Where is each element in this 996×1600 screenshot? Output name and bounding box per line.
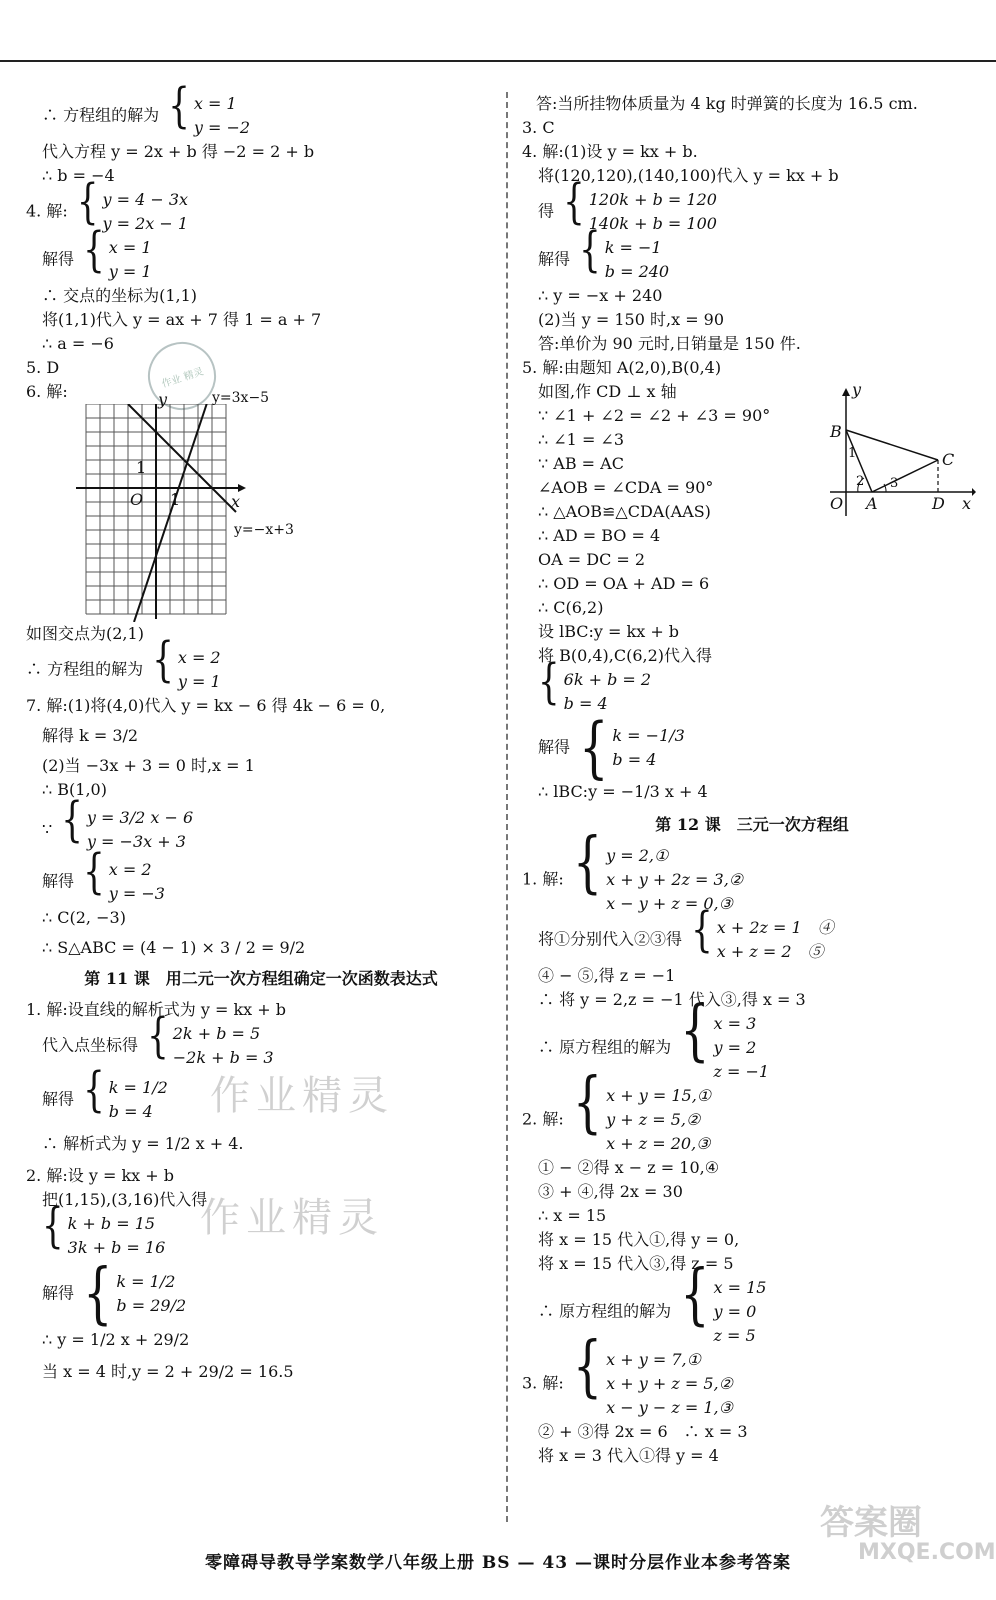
- right-column: [522, 92, 982, 1468]
- answer-line: ∴ 原方程组的解为 { x = 3 y = 2 z = −1: [522, 1012, 982, 1084]
- equation-system: { 2k + b = 5 −2k + b = 3: [147, 1008, 274, 1067]
- answer-line: ∴ 将 y = 2,z = −1 代入③,得 x = 3: [538, 990, 806, 1009]
- equation-system: { k + b = 15 3k + b = 16: [42, 1198, 166, 1257]
- answer-line: 解得 { x = 2 y = −3: [26, 858, 496, 906]
- answer-line: 代入方程 y = 2x + b 得 −2 = 2 + b: [42, 142, 315, 161]
- answer-line: ∴ lBC:y = −1/3 x + 4: [538, 782, 708, 801]
- equation-system: { x = 15 y = 0 z = 5: [680, 1254, 767, 1345]
- fig-point-a: A: [866, 494, 878, 513]
- question-1: 1. 解: { y = 2,① x + y + 2z = 3,② x − y + z = 0,③: [522, 844, 982, 916]
- answer-line: ∴ 方程组的解为 { x = 2 y = 1: [26, 646, 496, 694]
- answer-line: 如图交点为(2,1): [26, 624, 144, 643]
- equation-system: { k = −1/3 b = 4: [579, 707, 685, 786]
- question-1: 1. 解:设直线的解析式为 y = kx + b: [26, 1000, 286, 1019]
- answer-line: ∴ 交点的坐标为(1,1): [42, 286, 198, 305]
- answer-line: ∵ { y = 3/2 x − 6 y = −3x + 3: [26, 806, 496, 854]
- answer-line: (2)当 −3x + 3 = 0 时,x = 1: [42, 756, 255, 775]
- answer-line: ∴ AD = BO = 4: [538, 526, 661, 545]
- answer-line: 解得 { k = −1 b = 240: [522, 236, 982, 284]
- equation-system: { x + 2z = 1 ④ x + z = 2 ⑤: [691, 902, 834, 961]
- answer-line: 把(1,15),(3,16)代入得: [42, 1190, 208, 1209]
- equation-system: { x = 2 y = −3: [83, 844, 165, 903]
- fig-angle-3: 3: [890, 476, 899, 491]
- question-3: 3. 解: { x + y = 7,① x + y + z = 5,② x − y − z = 1,③: [522, 1348, 982, 1420]
- graph-y-label: y: [158, 390, 168, 409]
- answer-line: 将 B(0,4),C(6,2)代入得: [538, 646, 713, 665]
- stamp-seal: 作业 精灵: [139, 333, 225, 419]
- answer-line: ∴ x = 15: [538, 1206, 607, 1225]
- question-7: 7. 解:(1)将(4,0)代入 y = kx − 6 得 4k − 6 = 0,: [26, 696, 386, 715]
- site-logo: 答案圈: [820, 1503, 922, 1543]
- equation-system: { y = 2,① x + y + 2z = 3,② x − y + z = 0,③: [572, 822, 744, 913]
- answer-line: OA = DC = 2: [538, 550, 646, 569]
- answer-line: ∴ y = −x + 240: [538, 286, 663, 305]
- equation-system: { x = 2 y = 1: [152, 632, 221, 691]
- watermark: 作业精灵: [200, 1195, 384, 1241]
- equation-system: { x = 1 y = −2: [168, 78, 251, 137]
- answer-line: 将①分别代入②③得 { x + 2z = 1 ④ x + z = 2 ⑤: [522, 916, 982, 964]
- fig-point-b: B: [830, 422, 842, 441]
- answer-line: 得 { 120k + b = 120 140k + b = 100: [522, 188, 982, 236]
- equation-system: { x + y = 7,① x + y + z = 5,② x − y − z = 1,③: [572, 1326, 733, 1417]
- answer-line: 设 lBC:y = kx + b: [538, 622, 680, 641]
- answer-line: 答:单价为 90 元时,日销量是 150 件.: [538, 334, 801, 353]
- answer-line: ∴ OD = OA + AD = 6: [538, 574, 710, 593]
- column-divider: [506, 92, 508, 1522]
- line-y-3x-minus-5: [134, 404, 210, 622]
- equation-system: { y = 3/2 x − 6 y = −3x + 3: [61, 792, 194, 851]
- fig-angle-1: 1: [848, 446, 857, 461]
- fig-y-label: y: [852, 380, 862, 399]
- answer-line: ④ − ⑤,得 z = −1: [538, 966, 676, 985]
- triangle-figure: [826, 380, 976, 518]
- fig-x-label: x: [962, 494, 972, 513]
- answer-line: 解得 { k = −1/3 b = 4: [538, 707, 685, 786]
- fig-angle-2: 2: [856, 474, 865, 489]
- answer-line: ∴ S△ABC = (4 − 1) × 3 / 2 = 9/2: [42, 938, 306, 957]
- answer-line: ② + ③得 2x = 6 ∴ x = 3: [538, 1422, 748, 1441]
- answer-line: 将(120,120),(140,100)代入 y = kx + b: [538, 166, 839, 185]
- equation-system: { 6k + b = 2 b = 4: [538, 654, 652, 713]
- answer-line: ∴ C(2, −3): [42, 908, 126, 927]
- answer-line: 代入点坐标得 { 2k + b = 5 −2k + b = 3: [26, 1022, 496, 1070]
- site-logo-url: MXQE.COM: [858, 1540, 996, 1565]
- question-4: 4. 解:(1)设 y = kx + b.: [522, 142, 698, 161]
- equation-system: { k = 1/2 b = 29/2: [83, 1253, 187, 1332]
- answer-line: 将 x = 15 代入③,得 z = 5: [538, 1254, 734, 1273]
- answer-line: 解得 { k = 1/2 b = 29/2: [42, 1253, 187, 1332]
- equation-system: { x = 3 y = 2 z = −1: [680, 990, 770, 1081]
- answer-line: [26, 78, 496, 140]
- question-5: 5. D: [26, 358, 60, 377]
- question-6: 6. 解:: [26, 382, 68, 401]
- fig-point-o: O: [830, 494, 844, 513]
- answer-line: ① − ②得 x − z = 10,④: [538, 1158, 720, 1177]
- page-footer: 零障碍导教导学案数学八年级上册 BS — 43 —课时分层作业本参考答案: [205, 1553, 791, 1573]
- equation-system: { 120k + b = 120 140k + b = 100: [563, 174, 717, 233]
- question-2: 2. 解: { x + y = 15,① y + z = 5,② x + z = 20,③: [522, 1084, 982, 1156]
- question-5: 5. 解:由题知 A(2,0),B(0,4): [522, 358, 722, 377]
- answer-line: 将(1,1)代入 y = ax + 7 得 1 = a + 7: [42, 310, 322, 329]
- answer-line: ∴ C(6,2): [538, 598, 604, 617]
- watermark: 作业精灵: [210, 1073, 394, 1119]
- fig-point-d: D: [932, 494, 945, 513]
- graph-origin-label: O: [130, 490, 144, 509]
- question-2: 2. 解:设 y = kx + b: [26, 1166, 174, 1185]
- answer-line: ∠AOB = ∠CDA = 90°: [538, 478, 714, 497]
- equation-system: { x + y = 15,① y + z = 5,② x + z = 20,③: [572, 1062, 712, 1153]
- answer-line: 解得 k = 3/2: [42, 726, 139, 745]
- question-4: 4. 解: { y = 4 − 3x y = 2x − 1: [26, 188, 496, 236]
- lesson-12-heading: 第 12 课 三元一次方程组: [655, 815, 849, 834]
- graph-line-label: y=3x−5: [212, 390, 270, 406]
- answer-line: ∴ b = −4: [42, 166, 115, 185]
- answer-line: ∴ △AOB≌△CDA(AAS): [538, 502, 711, 521]
- answer-line: ∵ ∠1 + ∠2 = ∠2 + ∠3 = 90°: [538, 406, 771, 425]
- graph-tick-x1: 1: [170, 490, 181, 509]
- graph-line-label: y=−x+3: [234, 522, 294, 538]
- line-text: ∴ 方程组的解为: [42, 105, 160, 125]
- answer-line: 解得 { x = 1 y = 1: [26, 236, 496, 284]
- graph-tick-y1: 1: [136, 458, 147, 477]
- fig-point-c: C: [942, 450, 955, 469]
- question-3: 3. C: [522, 118, 555, 137]
- answer-line: ∴ ∠1 = ∠3: [538, 430, 625, 449]
- answer-line: ∴ y = 1/2 x + 29/2: [42, 1330, 190, 1349]
- equation-system: { k = 1/2 b = 4: [83, 1062, 168, 1121]
- answer-line: ∴ a = −6: [42, 334, 114, 353]
- answer-line: ③ + ④,得 2x = 30: [538, 1182, 683, 1201]
- answer-line: ∵ AB = AC: [538, 454, 624, 473]
- answer-line: 解得 { k = 1/2 b = 4: [26, 1076, 496, 1124]
- lesson-11-heading: 第 11 课 用二元一次方程组确定一次函数表达式: [84, 969, 438, 988]
- graph-x-label: x: [231, 492, 241, 511]
- answer-line: ∴ B(1,0): [42, 780, 107, 799]
- answer-line: 如图,作 CD ⊥ x 轴: [538, 382, 677, 401]
- equation-system: { y = 4 − 3x y = 2x − 1: [76, 174, 189, 233]
- answer-line: ∴ 解析式为 y = 1/2 x + 4.: [42, 1134, 244, 1153]
- answer-line: 将 x = 15 代入①,得 y = 0,: [538, 1230, 740, 1249]
- answer-line: 当 x = 4 时,y = 2 + 29/2 = 16.5: [42, 1362, 294, 1381]
- answer-line: (2)当 y = 150 时,x = 90: [538, 310, 725, 329]
- answer-line: ∴ 原方程组的解为 { x = 15 y = 0 z = 5: [522, 1276, 982, 1348]
- graph-svg: [26, 404, 306, 622]
- top-rule: [0, 60, 996, 62]
- answer-line: 答:当所挂物体质量为 4 kg 时弹簧的长度为 16.5 cm.: [536, 94, 918, 113]
- equation-system: { k = −1 b = 240: [579, 222, 670, 281]
- equation-system: { x = 1 y = 1: [83, 222, 152, 281]
- answer-line: 将 x = 3 代入①得 y = 4: [538, 1446, 719, 1465]
